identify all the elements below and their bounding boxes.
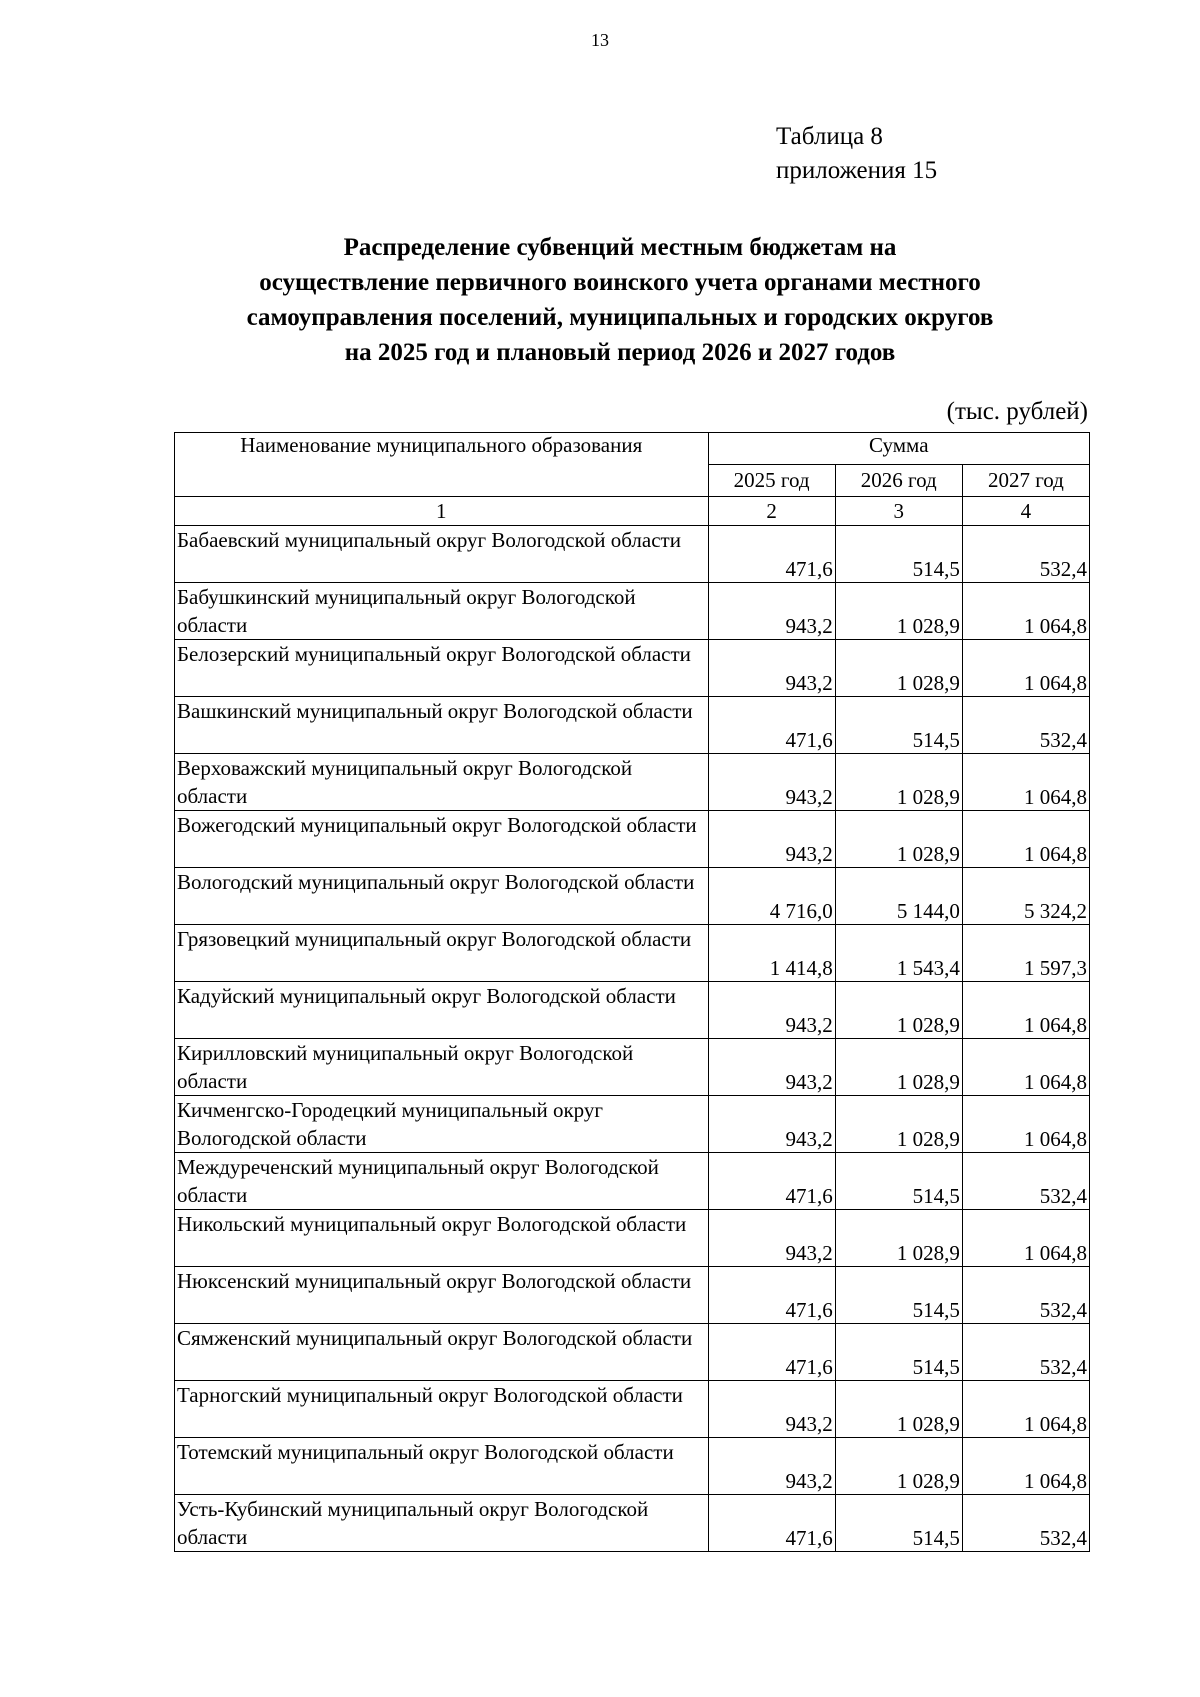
municipality-name-cell: Сямженский муниципальный округ Вологодской области [175,1324,709,1381]
value-2025-cell: 943,2 [708,583,835,640]
value-2027-cell: 532,4 [962,1324,1089,1381]
table-row [175,925,1090,982]
value-2027-cell: 1 064,8 [962,1096,1089,1153]
document-title-line-2: осуществление первичного воинского учета органами местного [259,269,981,296]
value-2025-cell: 1 414,8 [708,925,835,982]
table-row [175,1267,1090,1324]
municipality-name-cell: Кирилловский муниципальный округ Вологодской области [175,1039,709,1096]
table-row [175,1210,1090,1267]
header-year-2027: 2027 год [962,465,1089,497]
value-2026-cell: 1 028,9 [835,640,962,697]
value-2025-cell: 943,2 [708,1096,835,1153]
page-number: 13 [591,30,609,50]
table-row [175,1096,1090,1153]
value-2026-cell: 514,5 [835,697,962,754]
value-2025-cell: 471,6 [708,1495,835,1552]
table-row [175,697,1090,754]
header-year-2026: 2026 год [835,465,962,497]
municipality-name-cell: Кадуйский муниципальный округ Вологодской области [175,982,709,1039]
value-2027-cell: 1 064,8 [962,982,1089,1039]
table-body [175,526,1090,1552]
table-reference-line-2: приложения 15 [776,157,938,184]
value-2026-cell: 1 028,9 [835,583,962,640]
municipality-name-cell: Вологодский муниципальный округ Вологодской области [175,868,709,925]
value-2025-cell: 943,2 [708,1210,835,1267]
municipality-name-cell: Бабушкинский муниципальный округ Вологодской области [175,583,709,640]
column-number: 1 [175,497,709,526]
table-row [175,1495,1090,1552]
table-row [175,526,1090,583]
value-2025-cell: 471,6 [708,1153,835,1210]
municipality-name-cell: Белозерский муниципальный округ Вологодской области [175,640,709,697]
value-2027-cell: 532,4 [962,526,1089,583]
table-row [175,1324,1090,1381]
value-2025-cell: 471,6 [708,1324,835,1381]
header-year-2025: 2025 год [708,465,835,497]
value-2025-cell: 471,6 [708,1267,835,1324]
document-title-line-3: самоуправления поселений, муниципальных и городских округов [246,304,994,331]
value-2025-cell: 943,2 [708,1381,835,1438]
table-row [175,868,1090,925]
table-row [175,583,1090,640]
value-2025-cell: 943,2 [708,811,835,868]
subvention-table [174,432,1090,1552]
municipality-name-cell: Усть-Кубинский муниципальный округ Вологодской области [175,1495,709,1552]
municipality-name-cell: Вожегодский муниципальный округ Вологодской области [175,811,709,868]
municipality-name-cell: Кичменгско-Городецкий муниципальный округ Вологодской области [175,1096,709,1153]
table-row [175,1381,1090,1438]
value-2027-cell: 1 064,8 [962,1039,1089,1096]
municipality-name-cell: Вашкинский муниципальный округ Вологодской области [175,697,709,754]
municipality-name-cell: Бабаевский муниципальный округ Вологодской области [175,526,709,583]
value-2026-cell: 514,5 [835,526,962,583]
value-2026-cell: 514,5 [835,1495,962,1552]
value-2025-cell: 943,2 [708,754,835,811]
value-2027-cell: 1 064,8 [962,583,1089,640]
value-2027-cell: 532,4 [962,1267,1089,1324]
value-2026-cell: 1 028,9 [835,1381,962,1438]
value-2026-cell: 1 028,9 [835,1039,962,1096]
value-2027-cell: 5 324,2 [962,868,1089,925]
column-number: 4 [962,497,1089,526]
municipality-name-cell: Верховажский муниципальный округ Вологодской области [175,754,709,811]
document-title-line-1: Распределение субвенций местным бюджетам на [343,234,897,261]
column-number: 2 [708,497,835,526]
municipality-name-cell: Никольский муниципальный округ Вологодской области [175,1210,709,1267]
table-row [175,1438,1090,1495]
column-number: 3 [835,497,962,526]
value-2026-cell: 1 028,9 [835,811,962,868]
units-label: (тыс. рублей) [946,398,1088,425]
header-sum: Сумма [708,433,1089,465]
municipality-name-cell: Тотемский муниципальный округ Вологодской области [175,1438,709,1495]
value-2025-cell: 4 716,0 [708,868,835,925]
value-2027-cell: 1 064,8 [962,1210,1089,1267]
value-2025-cell: 943,2 [708,1039,835,1096]
municipality-name-cell: Тарногский муниципальный округ Вологодской области [175,1381,709,1438]
value-2026-cell: 1 028,9 [835,1096,962,1153]
table-reference-line-1: Таблица 8 [776,123,883,150]
table-reference [776,120,937,188]
value-2027-cell: 532,4 [962,1495,1089,1552]
table-row [175,754,1090,811]
value-2025-cell: 471,6 [708,526,835,583]
municipality-name-cell: Грязовецкий муниципальный округ Вологодской области [175,925,709,982]
table-row [175,811,1090,868]
municipality-name-cell: Нюксенский муниципальный округ Вологодской области [175,1267,709,1324]
value-2026-cell: 514,5 [835,1267,962,1324]
header-municipality-name: Наименование муниципального образования [175,433,709,497]
value-2027-cell: 1 064,8 [962,1381,1089,1438]
value-2027-cell: 1 064,8 [962,754,1089,811]
value-2027-cell: 1 064,8 [962,640,1089,697]
value-2026-cell: 1 028,9 [835,1438,962,1495]
value-2026-cell: 514,5 [835,1153,962,1210]
value-2026-cell: 1 543,4 [835,925,962,982]
value-2026-cell: 1 028,9 [835,982,962,1039]
table-row [175,1153,1090,1210]
value-2026-cell: 5 144,0 [835,868,962,925]
value-2025-cell: 943,2 [708,1438,835,1495]
municipality-name-cell: Междуреченский муниципальный округ Вологодской области [175,1153,709,1210]
value-2026-cell: 1 028,9 [835,754,962,811]
value-2027-cell: 1 597,3 [962,925,1089,982]
value-2027-cell: 1 064,8 [962,811,1089,868]
value-2027-cell: 532,4 [962,697,1089,754]
value-2026-cell: 1 028,9 [835,1210,962,1267]
value-2027-cell: 532,4 [962,1153,1089,1210]
value-2025-cell: 471,6 [708,697,835,754]
value-2025-cell: 943,2 [708,982,835,1039]
document-title [200,230,1040,370]
value-2025-cell: 943,2 [708,640,835,697]
document-title-line-4: на 2025 год и плановый период 2026 и 2027 годов [344,339,896,366]
table-row [175,1039,1090,1096]
table-row [175,982,1090,1039]
value-2026-cell: 514,5 [835,1324,962,1381]
table-row [175,640,1090,697]
value-2027-cell: 1 064,8 [962,1438,1089,1495]
